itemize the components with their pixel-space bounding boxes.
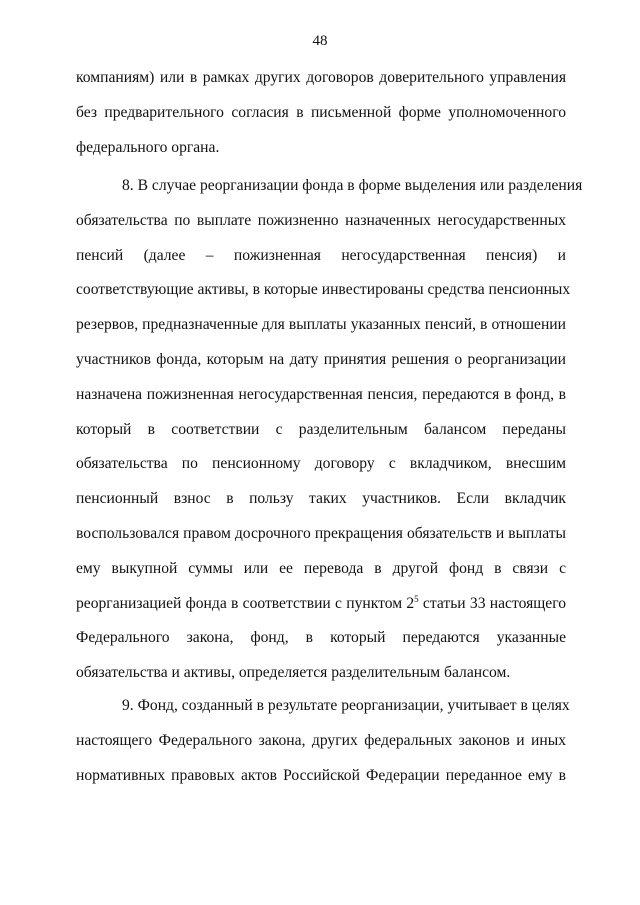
text-line: соответствующие активы, в которые инвестированы средства пенсионных [76, 281, 571, 299]
text-line: федерального органа. [76, 138, 220, 156]
text-line: нормативных правовых актов Российской Федерации переданное ему в [76, 766, 566, 784]
text-line: компаниям) или в рамках других договоров доверительного управления [76, 69, 566, 86]
paragraph-9 [76, 696, 570, 800]
text-line: воспользовался правом досрочного прекращения обязательств и выплаты [76, 524, 566, 542]
text-line: ему выкупной суммы или ее перевода в другой фонд в связи с [76, 559, 566, 577]
text-line: который в соответствии с разделительным балансом переданы [76, 420, 566, 438]
text-line: 9. Фонд, созданный в результате реорганизации, учитывает в целях [122, 697, 570, 714]
text-fragment: статьи 33 настоящего [418, 594, 566, 612]
text-line: Федерального закона, фонд, в который передаются указанные [76, 629, 566, 647]
page-number: 48 [312, 33, 328, 49]
text-line: назначена пожизненная негосударственная пенсия, передаются в фонд, в [76, 385, 566, 403]
superscript: 5 [414, 593, 419, 604]
text-line: без предварительного согласия в письменной форме уполномоченного [76, 103, 566, 121]
text-line: обязательства по выплате пожизненно назначенных негосударственных [76, 211, 566, 229]
text-fragment: реорганизацией фонда в соответствии с пунктом 2 [76, 594, 415, 612]
text-line: 8. В случае реорганизации фонда в форме выделения или разделения [122, 177, 583, 194]
text-line: пенсий (далее – пожизненная негосударственная пенсия) и [76, 246, 566, 264]
text-line: участников фонда, которым на дату принятия решения о реорганизации [76, 350, 566, 368]
text-line: пенсионный взнос в пользу таких участников. Если вкладчик [76, 490, 566, 508]
continuation-paragraph [76, 68, 566, 172]
text-line-with-superscript [76, 594, 566, 629]
paragraph-8 [76, 176, 583, 698]
text-line: обязательства и активы, определяется разделительным балансом. [76, 664, 511, 682]
text-line: обязательства по пенсионному договору с вкладчиком, внесшим [76, 455, 566, 473]
text-line: резервов, предназначенные для выплаты указанных пенсий, в отношении [76, 316, 566, 334]
text-line: настоящего Федерального закона, других федеральных законов и иных [76, 731, 566, 749]
